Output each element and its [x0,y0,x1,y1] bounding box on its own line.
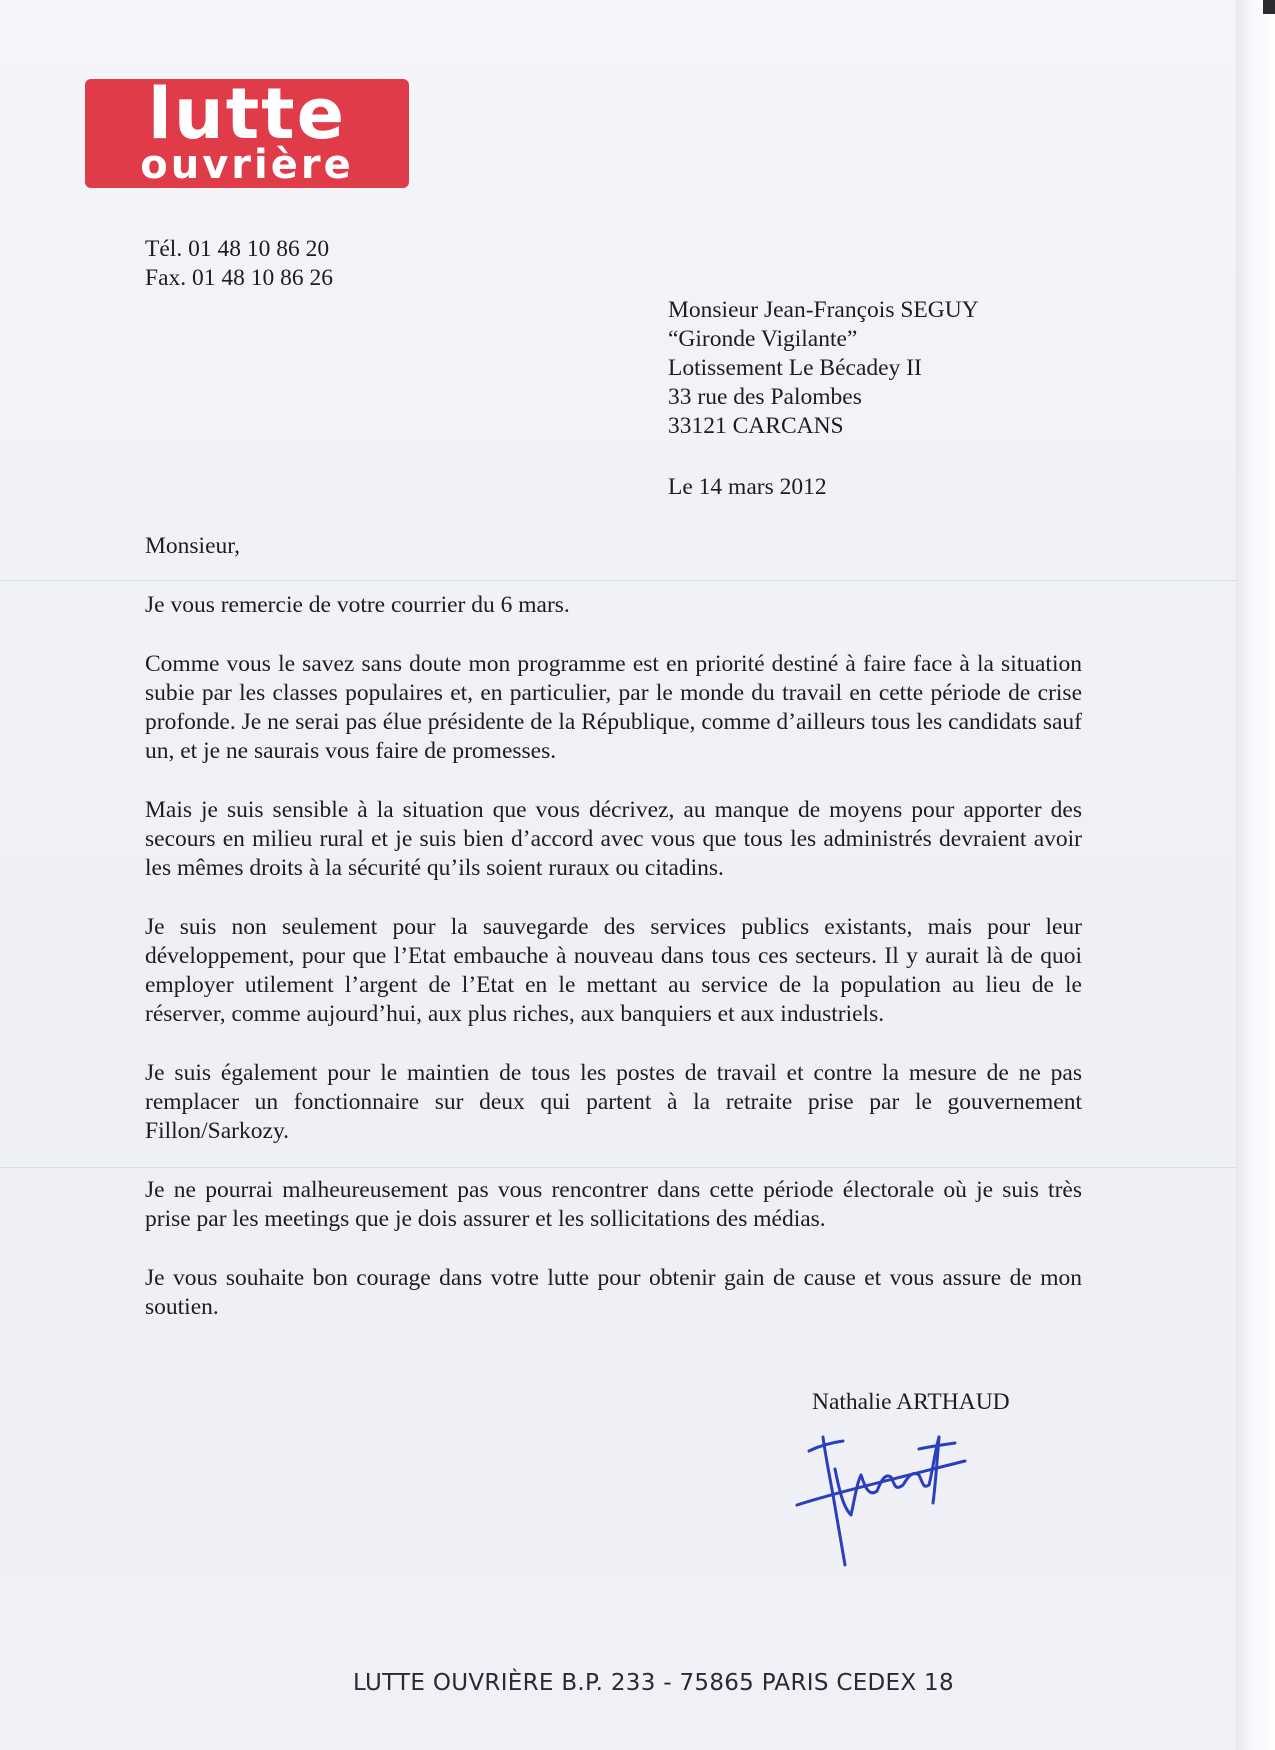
recipient-address [668,296,979,441]
body-paragraph: Je vous souhaite bon courage dans votre lutte pour obtenir gain de cause et vous assure de mon soutien. [145,1265,1082,1320]
logo-line-1: lutte [147,79,347,155]
body-paragraph: Je vous remercie de votre courrier du 6 mars. [145,592,570,618]
telephone-number: Tél. 01 48 10 86 20 [145,236,330,262]
fax-number: Fax. 01 48 10 86 26 [145,265,333,291]
body-paragraph: Je ne pourrai malheureusement pas vous rencontrer dans cette période électorale où je suis très prise par les meetings que je dois assurer et les sollicitations des médias. [145,1177,1082,1232]
body-paragraph: Mais je suis sensible à la situation que vous décrivez, au manque de moyens pour apporter des secours en milieu rural et je suis bien d’accord avec vous que tous les administrés devraient avoir les mêmes droits à la sécurité qu’ils soient ruraux ou citadins. [145,797,1082,881]
signatory-name: Nathalie ARTHAUD [812,1389,1010,1415]
handwritten-signature [795,1423,970,1568]
body-paragraph: Je suis également pour le maintien de tous les postes de travail et contre la mesure de ne pas remplacer un fonctionnaire sur deux qui partent à la retraite prise par le gouvernement Fillon/Sarkozy. [145,1060,1082,1144]
letter-body [145,591,1082,1352]
recipient-line: Monsieur Jean-François SEGUY [668,297,979,323]
recipient-line: 33121 CARCANS [668,413,844,439]
lutte-ouvriere-logo [85,79,409,188]
recipient-line: “Gironde Vigilante” [668,326,858,352]
footer-address: LUTTE OUVRIÈRE B.P. 233 - 75865 PARIS CEDEX 18 [353,1670,954,1696]
paper-fold-line [0,580,1236,582]
letter-date: Le 14 mars 2012 [668,474,827,500]
scan-margin [1236,0,1275,1750]
scan-corner [1263,0,1275,14]
salutation: Monsieur, [145,533,241,559]
body-paragraph: Comme vous le savez sans doute mon programme est en priorité destiné à faire face à la situation subie par les classes populaires et, en particulier, par le monde du travail en cette période de crise profonde. Je ne serai pas élue présidente de la République, comme d’ailleurs tous les candidats sauf un, et je ne saurais vous faire de promesses. [145,651,1082,764]
recipient-line: 33 rue des Palombes [668,384,862,410]
body-paragraph: Je suis non seulement pour la sauvegarde des services publics existants, mais pour leur développement, pour que l’Etat embauche à nouveau dans tous ces secteurs. Il y aurait là de quoi employer utilement l’argent de l’Etat en le mettant au service de la population au lieu de le réserver, comme aujourd’hui, aux plus riches, aux banquiers et aux industriels. [145,914,1082,1027]
logo-line-2: ouvrière [140,142,354,188]
sender-contact [145,235,333,293]
recipient-line: Lotissement Le Bécadey II [668,355,922,381]
